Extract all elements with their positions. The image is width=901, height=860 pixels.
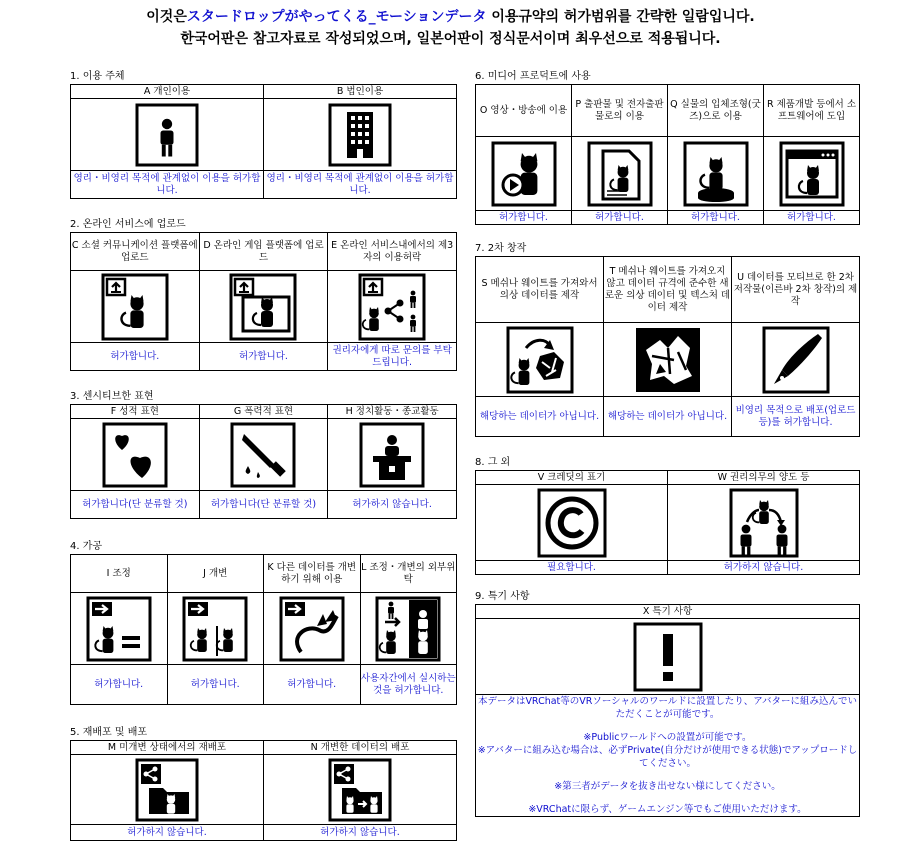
section-redistribution [70, 726, 457, 841]
label-r: R 제품개발 등에서 소프트웨어에 도입 [764, 85, 860, 137]
status-g: 허가합니다(단 분류할 것) [199, 491, 328, 519]
pen-nib-icon [762, 326, 830, 394]
section-title: 5. 재배포 및 배포 [70, 727, 148, 738]
upload-monitor-cat-icon [229, 273, 297, 341]
status-u: 비영리 목적으로 배포(업로드 등)를 허가합니다. [732, 397, 860, 437]
label-d: D 온라인 게임 플랫폼에 업로드 [199, 233, 328, 271]
status-d: 허가합니다. [199, 343, 328, 371]
status-j: 허가합니다. [167, 665, 264, 705]
share-third-party-icon [358, 273, 426, 341]
status-w: 허가하지 않습니다. [668, 561, 860, 575]
copyright-icon [537, 488, 607, 558]
status-r: 허가합니다. [764, 211, 860, 225]
status-s: 해당하는 데이터가 아닙니다. [476, 397, 604, 437]
status-v: 필요합니다. [476, 561, 668, 575]
exclamation-icon [633, 622, 703, 692]
label-x: X 특기 사항 [476, 605, 860, 619]
label-l: L 조정・개변의 외부위탁 [360, 555, 457, 593]
section-special-notes [475, 590, 860, 817]
section-title: 9. 특기 사항 [475, 591, 530, 602]
modify-cats-icon [182, 596, 248, 662]
label-k: K 다른 데이터를 개변하기 위해 이용 [264, 555, 361, 593]
status-o: 허가합니다. [476, 211, 572, 225]
section-derivative [475, 242, 860, 437]
label-n: N 개변한 데이터의 배포 [264, 741, 457, 755]
status-l: 사용자간에서 실시하는 것을 허가합니다. [360, 665, 457, 705]
status-f: 허가합니다(단 분류할 것) [71, 491, 200, 519]
section-usage-subject [70, 70, 457, 199]
label-f: F 성적 표현 [71, 405, 200, 419]
section-online-upload [70, 218, 457, 371]
status-p: 허가합니다. [572, 211, 668, 225]
label-s: S 메쉬나 웨이트를 가져와서 의상 데이터를 제작 [476, 257, 604, 323]
status-q: 허가합니다. [668, 211, 764, 225]
note-3: ※アバターに組み込む場合は、必ずPrivate(自分だけが使用できる状態)でアップロードしてください。 [477, 745, 858, 769]
label-p: P 출판물 및 전자출판물로의 이용 [572, 85, 668, 137]
section-processing [70, 540, 457, 705]
hearts-icon [102, 422, 168, 488]
status-c: 허가합니다. [71, 343, 200, 371]
label-e: E 온라인 서비스내에서의 제3자의 이용허락 [328, 233, 457, 271]
software-window-cat-icon [779, 141, 845, 207]
status-m: 허가하지 않습니다. [71, 825, 264, 841]
status-i: 허가합니다. [71, 665, 168, 705]
page-header [0, 6, 901, 50]
label-h: H 정치활동・종교활동 [328, 405, 457, 419]
outsourcing-icon [375, 596, 441, 662]
label-w: W 권리의무의 양도 등 [668, 471, 860, 485]
note-5: ※VRChatに限らず、ゲームエンジン等でもご使用いただけます。 [528, 804, 807, 815]
video-play-cat-icon [491, 141, 557, 207]
note-1: 本データはVRChat等のVRソーシャルのワールドに設置したり、アバターに組み込んでいただくことが可能です。 [477, 696, 858, 720]
label-v: V 크레딧의 표기 [476, 471, 668, 485]
note-4: ※第三者がデータを抜き出せない様にしてください。 [554, 781, 781, 792]
adjust-equal-icon [86, 596, 152, 662]
modify-other-icon [279, 596, 345, 662]
section-title: 3. 센시티브한 표현 [70, 391, 154, 402]
status-a: 영리・비영리 목적에 관계없이 이용을 허가합니다. [71, 171, 264, 199]
figure-cat-icon [683, 141, 749, 207]
status-n: 허가하지 않습니다. [264, 825, 457, 841]
office-building-icon [328, 103, 392, 167]
transfer-rights-icon [729, 488, 799, 558]
header-prefix: 이것은 [146, 9, 187, 25]
header-line-1 [0, 6, 901, 28]
label-m: M 미개변 상태에서의 재배포 [71, 741, 264, 755]
label-t: T 메쉬나 웨이트를 가져오지 않고 데이터 규격에 준수한 새로운 의상 데이터 및 텍스처 데이터 제작 [604, 257, 732, 323]
header-suffix: 이용규약의 허가범위를 간략한 일람입니다. [486, 9, 755, 25]
label-u: U 데이터를 모티브로 한 2차 저작물(이른바 2차 창작)의 제작 [732, 257, 860, 323]
status-e: 권리자에게 따로 문의를 부탁드립니다. [328, 343, 457, 371]
status-k: 허가합니다. [264, 665, 361, 705]
status-t: 해당하는 데이터가 아닙니다. [604, 397, 732, 437]
distribute-modified-icon [328, 758, 392, 822]
section-title: 4. 가공 [70, 541, 103, 552]
note-2: ※Publicワールドへの設置が可能です。 [583, 732, 752, 743]
speaker-podium-icon [359, 422, 425, 488]
section-title: 8. 그 외 [475, 457, 511, 468]
section-media-products [475, 70, 860, 225]
status-b: 영리・비영리 목적에 관계없이 이용을 허가합니다. [264, 171, 457, 199]
section-title: 1. 이용 주체 [70, 71, 125, 82]
status-h: 허가하지 않습니다. [328, 491, 457, 519]
section-title: 7. 2차 창작 [475, 243, 527, 254]
label-i: I 조정 [71, 555, 168, 593]
label-c: C 소셜 커뮤니케이션 플랫폼에 업로드 [71, 233, 200, 271]
section-title: 2. 온라인 서비스에 업로드 [70, 219, 186, 230]
label-o: O 영상・방송에 이용 [476, 85, 572, 137]
label-j: J 개변 [167, 555, 264, 593]
data-name-title: スタードロップがやってくる_モーションデータ [186, 9, 487, 25]
special-notes-text [476, 695, 860, 817]
section-other [475, 456, 860, 575]
publication-cat-icon [587, 141, 653, 207]
upload-cat-icon [101, 273, 169, 341]
section-title: 6. 미디어 프로덕트에 사용 [475, 71, 591, 82]
mesh-transfer-icon [506, 326, 574, 394]
person-icon [135, 103, 199, 167]
label-g: G 폭력적 표현 [199, 405, 328, 419]
label-b: B 법인이용 [264, 85, 457, 99]
label-q: Q 실물의 입체조형(굿즈)으로 이용 [668, 85, 764, 137]
bloody-knife-icon [230, 422, 296, 488]
new-costume-icon [634, 326, 702, 394]
label-a: A 개인이용 [71, 85, 264, 99]
section-sensitive [70, 390, 457, 519]
redistribute-folder-icon [135, 758, 199, 822]
header-line-2: 한국어판은 참고자료로 작성되었으며, 일본어판이 정식문서이며 최우선으로 적용됩니다. [180, 31, 721, 47]
